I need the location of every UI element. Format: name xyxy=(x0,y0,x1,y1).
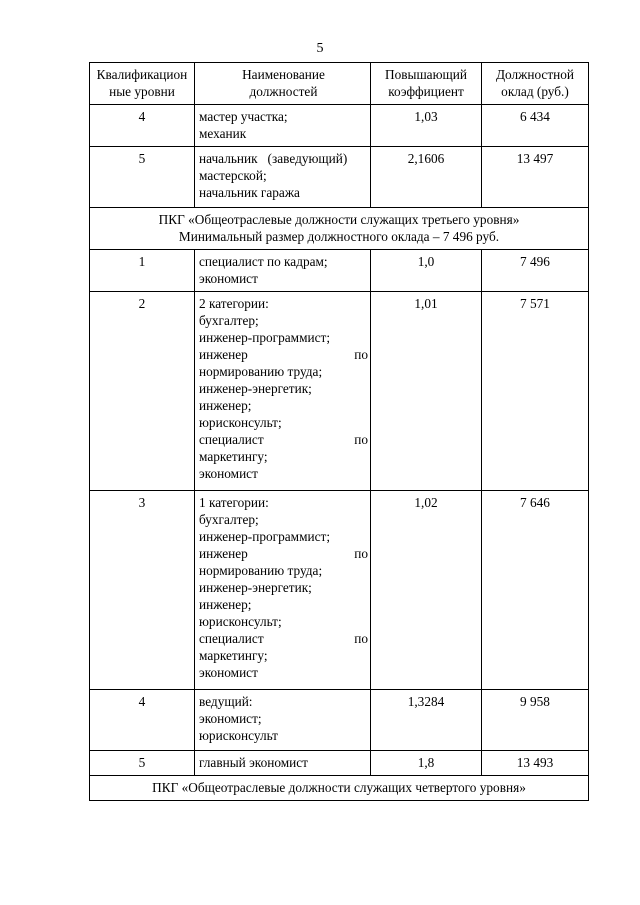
header-position-name: Наименование должностей xyxy=(195,63,371,105)
qualification-level: 5 xyxy=(90,751,195,776)
qualification-level: 3 xyxy=(90,491,195,690)
header-coefficient: Повышающий коэффициент xyxy=(371,63,482,105)
table-row xyxy=(90,491,589,690)
salary: 7 496 xyxy=(482,250,589,292)
salary: 9 958 xyxy=(482,690,589,751)
coefficient: 1,01 xyxy=(371,292,482,491)
salary: 7 571 xyxy=(482,292,589,491)
position-name: мастер участка; механик xyxy=(195,105,371,147)
position-name: 2 категории: бухгалтер; инженер-программист; инженер по нормированию труда; инженер-энергетик; инженер; юрисконсульт; специалист по маркетингу; экономист xyxy=(195,292,371,491)
group-title: ПКГ «Общеотраслевые должности служащих третьего уровня» xyxy=(158,212,520,227)
qualification-level: 2 xyxy=(90,292,195,491)
header-salary: Должностной оклад (руб.) xyxy=(482,63,589,105)
position-name: начальник (заведующий) мастерской; начальник гаража xyxy=(195,147,371,208)
table-row xyxy=(90,751,589,776)
table-row xyxy=(90,147,589,208)
qualification-level: 1 xyxy=(90,250,195,292)
coefficient: 1,8 xyxy=(371,751,482,776)
coefficient: 1,3284 xyxy=(371,690,482,751)
group-title: ПКГ «Общеотраслевые должности служащих четвертого уровня» xyxy=(152,780,526,795)
position-name: 1 категории: бухгалтер; инженер-программист; инженер по нормированию труда; инженер-энергетик; инженер; юрисконсульт; специалист по маркетингу; экономист xyxy=(195,491,371,690)
page-number: 5 xyxy=(316,41,324,56)
qualification-level: 4 xyxy=(90,105,195,147)
salary: 13 497 xyxy=(482,147,589,208)
table-row xyxy=(90,105,589,147)
qualification-level: 4 xyxy=(90,690,195,751)
table-row xyxy=(90,690,589,751)
position-name: главный экономист xyxy=(195,751,371,776)
table-header-row xyxy=(90,63,589,105)
group-header-third-level xyxy=(90,208,589,250)
table-row xyxy=(90,250,589,292)
position-name: ведущий: экономист; юрисконсульт xyxy=(195,690,371,751)
salary: 13 493 xyxy=(482,751,589,776)
coefficient: 2,1606 xyxy=(371,147,482,208)
table-row xyxy=(90,292,589,491)
qualification-level: 5 xyxy=(90,147,195,208)
group-min-salary: Минимальный размер должностного оклада – 7 496 руб. xyxy=(178,229,500,244)
salary: 6 434 xyxy=(482,105,589,147)
positions-salary-table xyxy=(89,62,589,801)
coefficient: 1,02 xyxy=(371,491,482,690)
salary: 7 646 xyxy=(482,491,589,690)
header-qualification-level: Квалификацион ные уровни xyxy=(90,63,195,105)
position-name: специалист по кадрам; экономист xyxy=(195,250,371,292)
coefficient: 1,03 xyxy=(371,105,482,147)
coefficient: 1,0 xyxy=(371,250,482,292)
group-header-fourth-level xyxy=(90,776,589,801)
